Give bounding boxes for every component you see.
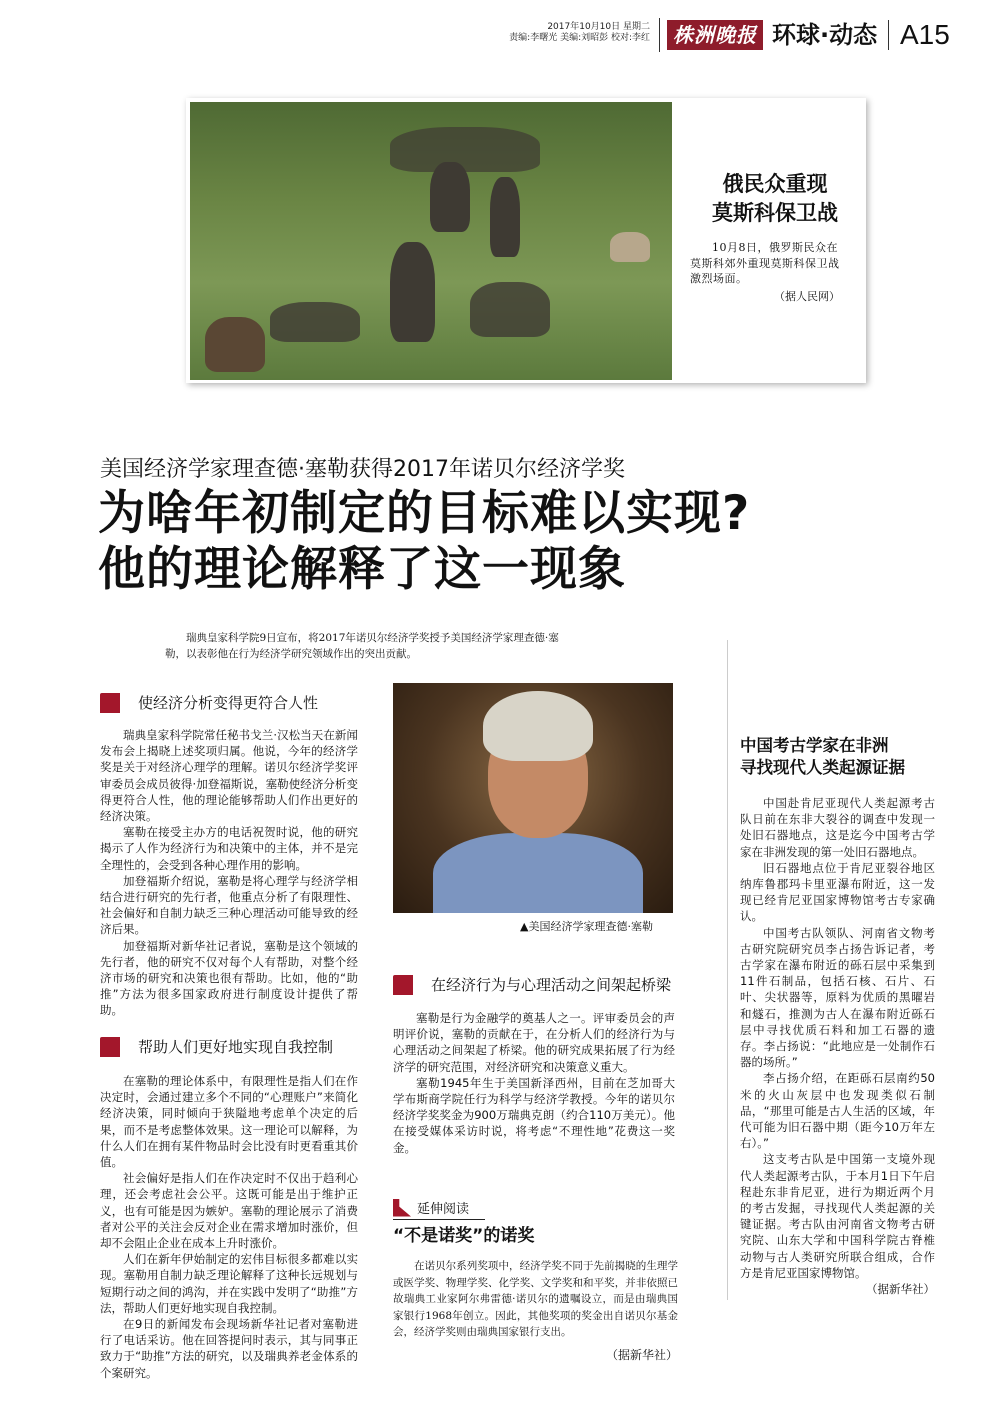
newspaper-logo: 株洲晚报 bbox=[667, 20, 763, 50]
paragraph: 塞勒是行为金融学的奠基人之一。评审委员会的声明评价说，塞勒的贡献在于，在分析人们的经济行为与心理活动之间架起了桥梁。他的研究成果拓展了行为经济学的研究范围，对经济研究和决策意义重大。 bbox=[393, 1011, 675, 1074]
paragraph: 瑞典皇家科学院常任秘书戈兰·汉松当天在新闻发布会上揭晓上述奖项归属。他说，今年的经济学奖是关于对经济心理学的理解。诺贝尔经济学奖评审委员会成员彼得·加登福斯说，塞勒使经济分析变得更符合人性，他的理论能够帮助人们作出更好的经济决策。 bbox=[100, 728, 358, 824]
paragraph: 在诺贝尔系列奖项中，经济学奖不同于先前揭晓的生理学或医学奖、物理学奖、化学奖、文学奖和和平奖，并非依照已故瑞典工业家阿尔弗雷德·诺贝尔的遗嘱设立，而是由瑞典国家银行1968年创立。因此，其他奖项的奖金出自诺贝尔基金会，经济学奖则由瑞典国家银行支出。 bbox=[393, 1260, 678, 1338]
label-text: 延伸阅读 bbox=[417, 1202, 470, 1217]
paragraph: 加登福斯介绍说，塞勒是将心理学与经济学相结合进行研究的先行者，他重点分析了有限理性、社会偏好和自制力缺乏三种心理活动可能导致的经济后果。 bbox=[100, 873, 358, 937]
paragraph: 加登福斯对新华社记者说，塞勒是这个领域的先行者，他的研究不仅对每个人有帮助，对整个经济市场的研究和决策也很有帮助。比如，他的“助推”方法为很多国家政府进行制度设计提供了帮助。 bbox=[100, 938, 358, 1018]
subhead-1 bbox=[100, 692, 318, 714]
extended-body bbox=[393, 1258, 678, 1363]
portrait-caption: ▲美国经济学家理查德·塞勒 bbox=[520, 920, 653, 933]
issue-date: 2017年10月10日 星期二 bbox=[547, 22, 650, 32]
paragraph: 在9日的新闻发布会现场新华社记者对塞勒进行了电话采访。他在回答提问时表示，其与同事正致力于“助推”方法的研究，以及瑞典养老金体系的个案研究。 bbox=[100, 1317, 358, 1380]
lead-paragraph: 瑞典皇家科学院9日宣布，将2017年诺贝尔经济学奖授予美国经济学家理查德·塞勒，以表彰他在行为经济学研究领域作出的突出贡献。 bbox=[165, 632, 559, 660]
paragraph: 人们在新年伊始制定的宏伟目标很多都难以实现。塞勒用自制力缺乏理论解释了这种长远规划与短期行动之间的鸿沟，并在实践中发明了“助推”方法，帮助人们更好地实现自我控制。 bbox=[100, 1252, 358, 1315]
section2-body bbox=[100, 1073, 358, 1381]
subhead-text: 使经济分析变得更符合人性 bbox=[138, 694, 319, 712]
paragraph: 中国考古队领队、河南省文物考古研究院研究员李占扬告诉记者，考古学家在瀑布附近的砾石层中采集到11件石制品，包括石核、石片、石叶、尖状器等，原料为优质的黑曜岩和燧石，推测为古人在瀑布附近砾石层中寻找优质石料和加工石器的遗存。李占扬说：“此地应是一处制作石器的场所。” bbox=[740, 925, 935, 1070]
title-line: 莫斯科保卫战 bbox=[712, 201, 838, 225]
side-story-title bbox=[740, 735, 905, 779]
paragraph: 这支考古队是中国第一支境外现代人类起源考古队，于本月1日下午启程赴东非肯尼亚，进行为期近两个月的考古发掘，寻找现代人类起源的关键证据。考古队由河南省文物考古研究院、山东大学和中国科学院古脊椎动物与古人类研究所联合组成，合作方是肯尼亚国家博物馆。 bbox=[740, 1152, 935, 1280]
paragraph: 塞勒1945年生于美国新泽西州，目前在芝加哥大学布斯商学院任行为科学与经济学教授。今年的诺贝尔经济学奖奖金为900万瑞典克朗（约合110万美元）。他在接受媒体采访时说，将考虑“不理性地”花费这一奖金。 bbox=[393, 1075, 675, 1155]
title-line: 中国考古学家在非洲 bbox=[740, 736, 889, 755]
paragraph: 旧石器地点位于肯尼亚裂谷地区纳库鲁郡玛卡里亚瀑布附近，这一发现已经肯尼亚国家博物馆考古专家确认。 bbox=[740, 860, 935, 924]
page-number: A15 bbox=[900, 19, 950, 50]
headline-line: 为啥年初制定的目标难以实现? bbox=[98, 486, 751, 541]
subhead-text: 在经济行为与心理活动之间架起桥梁 bbox=[431, 976, 672, 994]
paragraph: 社会偏好是指人们在作决定时不仅出于趋利心理，还会考虑社会公平。这既可能是出于维护正义，也有可能是因为嫉妒。塞勒的理论展示了消费者对公平的关注会反对企业在需求增加时涨价，但却不会阻止企业在成本上升时涨价。 bbox=[100, 1171, 358, 1251]
subhead-text: 帮助人们更好地实现自我控制 bbox=[138, 1038, 334, 1056]
issue-meta bbox=[500, 22, 650, 44]
subhead-3 bbox=[393, 974, 671, 996]
headline bbox=[98, 486, 750, 598]
arrow-icon bbox=[393, 1199, 411, 1217]
photo-story-title bbox=[690, 170, 860, 228]
red-square-icon bbox=[100, 693, 120, 713]
kicker: 美国经济学家理查德·塞勒获得2017年诺贝尔经济学奖 bbox=[100, 457, 625, 482]
side-story-source: （据新华社） bbox=[866, 1282, 935, 1297]
paragraph: 塞勒在接受主办方的电话祝贺时说，他的研究揭示了人作为经济行为和决策中的主体，并不是完全理性的，会受到各种心理作用的影响。 bbox=[100, 825, 358, 872]
section-name: 环球·动态 bbox=[772, 21, 878, 49]
divider bbox=[888, 20, 889, 50]
extended-source: （据新华社） bbox=[605, 1347, 678, 1362]
battle-reenactment-photo bbox=[190, 102, 672, 380]
subhead-2 bbox=[100, 1036, 333, 1058]
section3-body bbox=[393, 1010, 675, 1156]
headline-line: 他的理论解释了这一现象 bbox=[98, 542, 626, 597]
side-story-body bbox=[740, 795, 935, 1297]
paragraph: 李占扬介绍，在距砾石层南约50米的火山灰层中也发现类似石制品，“那里可能是古人生活的区域，年代可能为旧石器中期（距今10万年左右）。” bbox=[740, 1071, 935, 1151]
paragraph: 中国赴肯尼亚现代人类起源考古队日前在东非大裂谷的调查中发现一处旧石器地点，这是迄今中国考古学家在非洲发现的第一处旧石器地点。 bbox=[740, 796, 935, 859]
title-line: 俄民众重现 bbox=[722, 172, 828, 196]
photo-story-caption: 10月8日，俄罗斯民众在莫斯科郊外重现莫斯科保卫战激烈场面。 bbox=[690, 241, 840, 285]
extended-title: “不是诺奖”的诺奖 bbox=[393, 1226, 535, 1246]
extended-reading-label bbox=[393, 1198, 485, 1220]
section1-body bbox=[100, 727, 358, 1019]
title-line: 寻找现代人类起源证据 bbox=[740, 758, 905, 777]
column-divider bbox=[727, 640, 728, 1300]
staff-credits: 责编:李曙光 美编:刘昭彭 校对:李红 bbox=[509, 33, 650, 43]
paragraph: 在塞勒的理论体系中，有限理性是指人们在作决定时，会通过建立多个不同的“心理账户”来简化经济决策，同时倾向于狭隘地考虑单个决定的后果，而不是考虑整体效果。这一理论可以解释，为什么人们在拥有某件物品时会比没有时更看重其价值。 bbox=[100, 1074, 358, 1170]
red-square-icon bbox=[100, 1037, 120, 1057]
divider bbox=[659, 18, 660, 52]
richard-thaler-portrait bbox=[393, 683, 673, 913]
photo-story-source: （据人民网） bbox=[774, 290, 840, 303]
red-square-icon bbox=[393, 975, 413, 995]
